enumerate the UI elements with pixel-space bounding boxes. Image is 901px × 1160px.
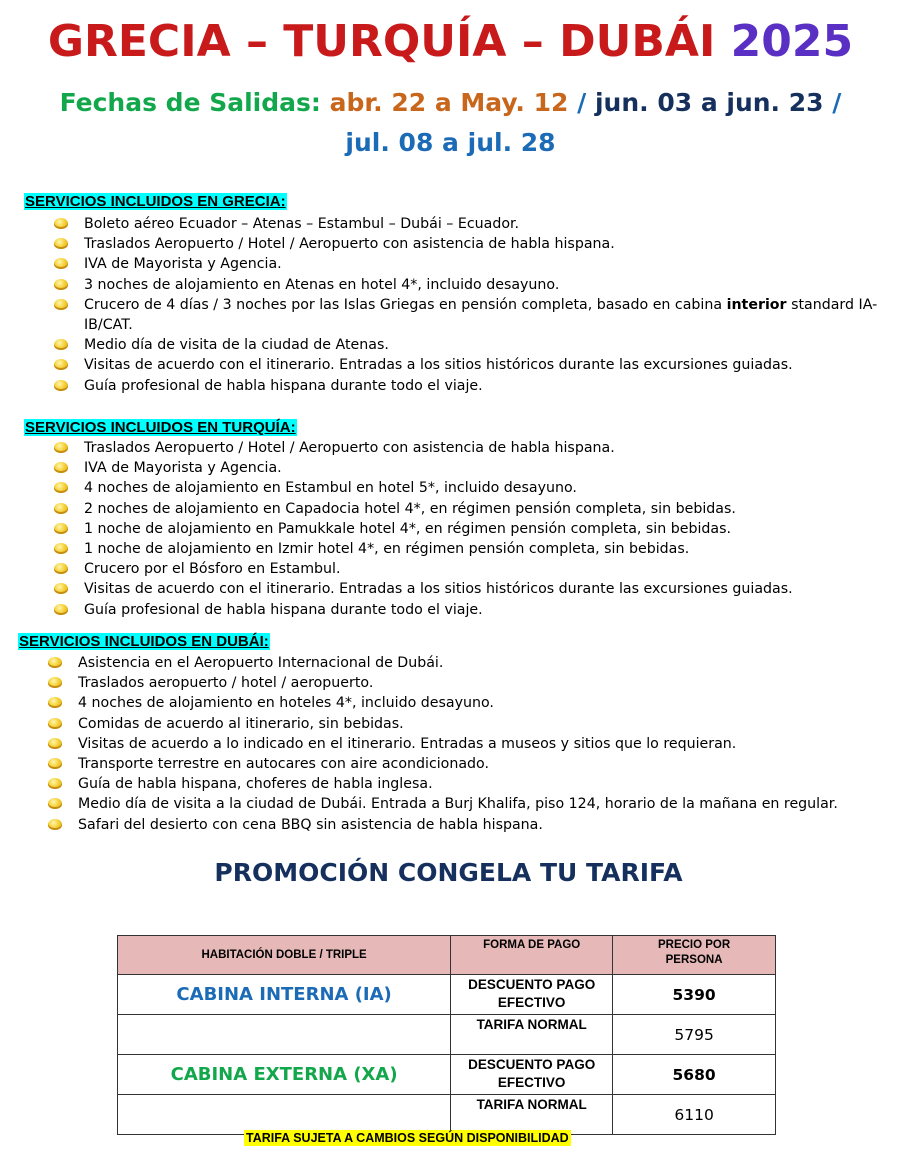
- list-item: [84, 559, 884, 579]
- list-item-text: 1 noche de alojamiento en Pamukkale hotel 4*, en régimen pensión completa, sin bebidas.: [84, 520, 732, 537]
- list-item-text: Visitas de acuerdo con el itinerario. Entradas a los sitios históricos durante las excursiones guiadas.: [84, 581, 793, 598]
- yellow-sphere-bullet-icon: [54, 238, 68, 249]
- list-item: [78, 734, 888, 754]
- list-item: [84, 458, 884, 478]
- list-item: [78, 714, 888, 734]
- list-item: [84, 519, 884, 539]
- list-item-emphasis: interior: [726, 296, 787, 313]
- list-item-text: Transporte terrestre en autocares con aire acondicionado.: [78, 756, 489, 773]
- payment-method-cell: [451, 1055, 613, 1095]
- yellow-sphere-bullet-icon: [54, 299, 68, 310]
- page-title: [0, 14, 901, 70]
- yellow-sphere-bullet-icon: [54, 258, 68, 269]
- list-item: [84, 214, 884, 234]
- date-separator-1: /: [568, 88, 595, 117]
- cabin-interior-label: CABINA INTERNA (IA): [118, 975, 451, 1015]
- cabin-exterior-label: CABINA EXTERNA (XA): [118, 1055, 451, 1095]
- list-item-text: 3 noches de alojamiento en Atenas en hotel 4*, incluido desayuno.: [84, 276, 560, 293]
- date-separator-2: /: [823, 88, 842, 117]
- list-item: [78, 754, 888, 774]
- title-year: 2025: [730, 16, 854, 67]
- list-item: [78, 693, 888, 713]
- services-list-turkey: [84, 438, 884, 620]
- list-item: [84, 335, 884, 355]
- list-item-text: Guía profesional de habla hispana durante todo el viaje.: [84, 377, 483, 394]
- header-payment-method: FORMA DE PAGO: [451, 936, 613, 975]
- list-item-text: Safari del desierto con cena BBQ sin asistencia de habla hispana.: [78, 816, 543, 833]
- services-list-greece: [84, 214, 884, 396]
- yellow-sphere-bullet-icon: [54, 563, 68, 574]
- list-item: [78, 794, 888, 814]
- departure-dates-line-1: [0, 85, 901, 121]
- list-item-text: Asistencia en el Aeropuerto Internacional de Dubái.: [78, 655, 444, 671]
- yellow-sphere-bullet-icon: [48, 778, 62, 789]
- list-item: [84, 539, 884, 559]
- yellow-sphere-bullet-icon: [48, 677, 62, 688]
- list-item: [78, 774, 888, 794]
- price-cell: 5795: [613, 1015, 776, 1055]
- yellow-sphere-bullet-icon: [48, 718, 62, 729]
- list-item-text: Crucero por el Bósforo en Estambul.: [84, 561, 341, 578]
- table-row: [118, 1015, 776, 1055]
- header-room-type: HABITACIÓN DOBLE / TRIPLE: [118, 936, 451, 975]
- list-item-text: Boleto aéreo Ecuador – Atenas – Estambul – Dubái – Ecuador.: [84, 216, 520, 232]
- table-row: [118, 1095, 776, 1135]
- yellow-sphere-bullet-icon: [48, 819, 62, 830]
- list-item: [84, 254, 884, 274]
- list-item-text: standard IA-IB/CAT.: [84, 296, 878, 334]
- promo-title: PROMOCIÓN CONGELA TU TARIFA: [214, 858, 683, 887]
- list-item-text: Traslados Aeropuerto / Hotel / Aeropuerto con asistencia de habla hispana.: [84, 236, 615, 253]
- date-range-3: jul. 08 a jul. 28: [345, 128, 556, 157]
- list-item: [84, 600, 884, 620]
- section-heading-greece: SERVICIOS INCLUIDOS EN GRECIA:: [25, 193, 286, 210]
- list-item: [84, 579, 884, 599]
- yellow-sphere-bullet-icon: [54, 279, 68, 290]
- header-price-per-person-text: PRECIO POR PERSONA: [657, 939, 731, 966]
- disclaimer-note: TARIFA SUJETA A CAMBIOS SEGÚN DISPONIBILIDAD: [246, 1131, 569, 1145]
- list-item-text: 4 noches de alojamiento en hoteles 4*, incluido desayuno.: [78, 695, 494, 712]
- yellow-sphere-bullet-icon: [54, 442, 68, 453]
- services-list-dubai: [78, 653, 888, 835]
- yellow-sphere-bullet-icon: [54, 543, 68, 554]
- section-heading-turkey: SERVICIOS INCLUIDOS EN TURQUÍA:: [25, 419, 296, 436]
- cabin-cell-empty: [118, 1095, 451, 1135]
- payment-method-text: DESCUENTO PAGO EFECTIVO: [468, 1057, 596, 1090]
- yellow-sphere-bullet-icon: [54, 503, 68, 514]
- list-item-text: Traslados aeropuerto / hotel / aeropuerto.: [78, 675, 374, 692]
- list-item-text: 4 noches de alojamiento en Estambul en hotel 5*, incluido desayuno.: [84, 480, 577, 497]
- list-item-text: IVA de Mayorista y Agencia.: [84, 460, 282, 477]
- yellow-sphere-bullet-icon: [48, 758, 62, 769]
- yellow-sphere-bullet-icon: [54, 604, 68, 615]
- table-row: [118, 1055, 776, 1095]
- yellow-sphere-bullet-icon: [54, 339, 68, 350]
- price-cell: 5390: [613, 975, 776, 1015]
- table-row: [118, 975, 776, 1015]
- date-range-1: abr. 22 a May. 12: [329, 88, 569, 117]
- header-price-per-person: [613, 936, 776, 975]
- yellow-sphere-bullet-icon: [48, 738, 62, 749]
- yellow-sphere-bullet-icon: [54, 482, 68, 493]
- departure-dates-line-2: [0, 125, 901, 161]
- yellow-sphere-bullet-icon: [54, 583, 68, 594]
- cabin-cell-empty: [118, 1015, 451, 1055]
- list-item: [84, 234, 884, 254]
- list-item-text: 2 noches de alojamiento en Capadocia hotel 4*, en régimen pensión completa, sin bebidas.: [84, 500, 736, 517]
- yellow-sphere-bullet-icon: [48, 798, 62, 809]
- list-item: [84, 438, 884, 458]
- list-item: [84, 499, 884, 519]
- yellow-sphere-bullet-icon: [48, 657, 62, 668]
- list-item: [84, 478, 884, 498]
- list-item-text: Crucero de 4 días / 3 noches por las Islas Griegas en pensión completa, basado en cabina: [84, 296, 727, 313]
- list-item-text: Guía profesional de habla hispana durante todo el viaje.: [84, 601, 483, 618]
- list-item: [84, 295, 884, 335]
- list-item-text: Medio día de visita a la ciudad de Dubái. Entrada a Burj Khalifa, piso 124, horario de la mañana en regular.: [78, 796, 838, 813]
- yellow-sphere-bullet-icon: [54, 359, 68, 370]
- departure-dates-label: Fechas de Salidas:: [59, 88, 321, 117]
- payment-method-cell: [451, 975, 613, 1015]
- list-item: [84, 376, 884, 396]
- list-item-text: Medio día de visita de la ciudad de Atenas.: [84, 337, 389, 354]
- list-item-text: Guía de habla hispana, choferes de habla inglesa.: [78, 776, 433, 793]
- payment-method-text: DESCUENTO PAGO EFECTIVO: [468, 977, 596, 1010]
- price-table: [117, 935, 776, 1135]
- list-item: [78, 653, 888, 673]
- yellow-sphere-bullet-icon: [54, 462, 68, 473]
- payment-method-cell: TARIFA NORMAL: [451, 1095, 613, 1135]
- yellow-sphere-bullet-icon: [54, 218, 68, 229]
- payment-method-cell: TARIFA NORMAL: [451, 1015, 613, 1055]
- list-item: [84, 275, 884, 295]
- list-item-text: Visitas de acuerdo a lo indicado en el itinerario. Entradas a museos y sitios que lo requieran.: [78, 735, 737, 752]
- list-item-text: IVA de Mayorista y Agencia.: [84, 256, 282, 273]
- list-item: [78, 815, 888, 835]
- list-item-text: 1 noche de alojamiento en Izmir hotel 4*, en régimen pensión completa, sin bebidas.: [84, 541, 690, 558]
- yellow-sphere-bullet-icon: [48, 697, 62, 708]
- list-item-text: Comidas de acuerdo al itinerario, sin bebidas.: [78, 715, 404, 732]
- title-destinations: GRECIA – TURQUÍA – DUBÁI: [47, 16, 716, 67]
- yellow-sphere-bullet-icon: [54, 380, 68, 391]
- list-item-text: Traslados Aeropuerto / Hotel / Aeropuerto con asistencia de habla hispana.: [84, 440, 615, 456]
- yellow-sphere-bullet-icon: [54, 523, 68, 534]
- price-cell: 6110: [613, 1095, 776, 1135]
- list-item: [78, 673, 888, 693]
- price-cell: 5680: [613, 1055, 776, 1095]
- list-item-text: Visitas de acuerdo con el itinerario. Entradas a los sitios históricos durante las excursiones guiadas.: [84, 357, 793, 374]
- section-heading-dubai: SERVICIOS INCLUIDOS EN DUBÁI:: [19, 633, 269, 650]
- date-range-2: jun. 03 a jun. 23: [594, 88, 824, 117]
- list-item: [84, 355, 884, 375]
- price-table-header-row: [118, 936, 776, 975]
